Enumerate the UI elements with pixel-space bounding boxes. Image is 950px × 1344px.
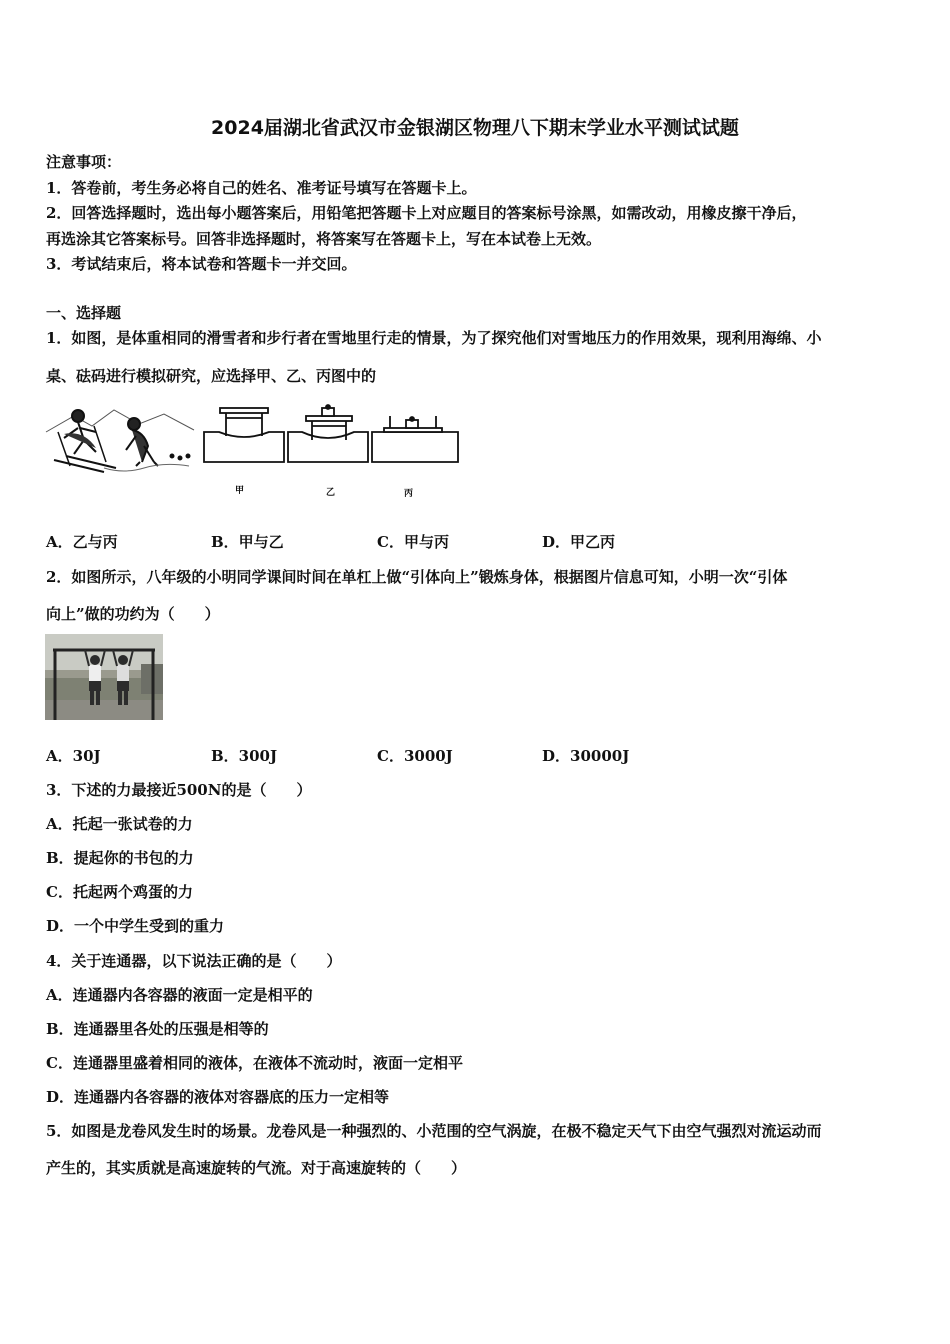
question-5-text: 产生的，其实质就是高速旋转的气流。对于高速旋转的（ ） — [46, 1159, 467, 1177]
pull-up-photo — [45, 634, 163, 720]
option-a[interactable]: A．连通器内各容器的液面一定是相平的 — [46, 986, 313, 1004]
question-3-text: 3．下述的力最接近500N的是（ ） — [46, 781, 312, 799]
option-b[interactable]: B．300J — [211, 747, 278, 765]
question-1-text: 1．如图，是体重相同的滑雪者和步行者在雪地里行走的情景，为了探究他们对雪地压力的作用效果，现利用海绵、小 — [46, 329, 822, 347]
figure-caption: 丙 — [404, 489, 414, 499]
skier-illustration — [54, 410, 116, 472]
option-b[interactable]: B．连通器里各处的压强是相等的 — [46, 1020, 269, 1038]
question-4-text: 4．关于连通器，以下说法正确的是（ ） — [46, 952, 342, 970]
question-2-text: 向上”做的功约为（ ） — [46, 605, 220, 623]
figure-caption: 甲 — [235, 486, 245, 496]
option-a[interactable]: A．托起一张试卷的力 — [46, 815, 193, 833]
notice-item: 再选涂其它答案标号。回答非选择题时，将答案写在答题卡上，写在本试卷上无效。 — [46, 230, 602, 248]
walker-illustration — [104, 418, 190, 471]
notice-item: 3．考试结束后，将本试卷和答题卡一并交回。 — [46, 255, 357, 273]
option-a[interactable]: A．30J — [46, 747, 101, 765]
question-2-text: 2．如图所示，八年级的小明同学课间时间在单杠上做“引体向上”锻炼身体，根据图片信息可知，小明一次“引体 — [46, 568, 788, 586]
table-sponge-bing — [372, 416, 458, 462]
option-c[interactable]: C．连通器里盛着相同的液体，在液体不流动时，液面一定相平 — [46, 1054, 463, 1072]
option-a[interactable]: A．乙与丙 — [46, 533, 118, 551]
table-sponge-yi — [288, 405, 368, 462]
option-b[interactable]: B．提起你的书包的力 — [46, 849, 194, 867]
option-d[interactable]: D．连通器内各容器的液体对容器底的压力一定相等 — [46, 1088, 390, 1106]
question-1-figure — [44, 402, 464, 502]
page-title: 2024届湖北省武汉市金银湖区物理八下期末学业水平测试试题 — [211, 117, 739, 139]
option-d[interactable]: D．甲乙丙 — [542, 533, 616, 551]
option-c[interactable]: C．3000J — [377, 747, 453, 765]
notice-heading: 注意事项： — [46, 153, 122, 171]
option-d[interactable]: D．一个中学生受到的重力 — [46, 917, 225, 935]
question-1-text: 桌、砝码进行模拟研究，应选择甲、乙、丙图中的 — [46, 367, 377, 385]
question-5-text: 5．如图是龙卷风发生时的场景。龙卷风是一种强烈的、小范围的空气涡旋，在极不稳定天气下由空气强烈对流运动而 — [46, 1122, 822, 1140]
figure-caption: 乙 — [326, 488, 336, 498]
table-sponge-jia — [204, 408, 284, 462]
notice-item: 1．答卷前，考生务必将自己的姓名、准考证号填写在答题卡上。 — [46, 179, 477, 197]
section-heading: 一、选择题 — [46, 304, 122, 322]
option-c[interactable]: C．托起两个鸡蛋的力 — [46, 883, 193, 901]
option-b[interactable]: B．甲与乙 — [211, 533, 284, 551]
option-d[interactable]: D．30000J — [542, 747, 630, 765]
notice-item: 2．回答选择题时，选出每小题答案后，用铅笔把答题卡上对应题目的答案标号涂黑，如需改动，用橡皮擦干净后， — [46, 204, 807, 222]
option-c[interactable]: C．甲与丙 — [377, 533, 449, 551]
